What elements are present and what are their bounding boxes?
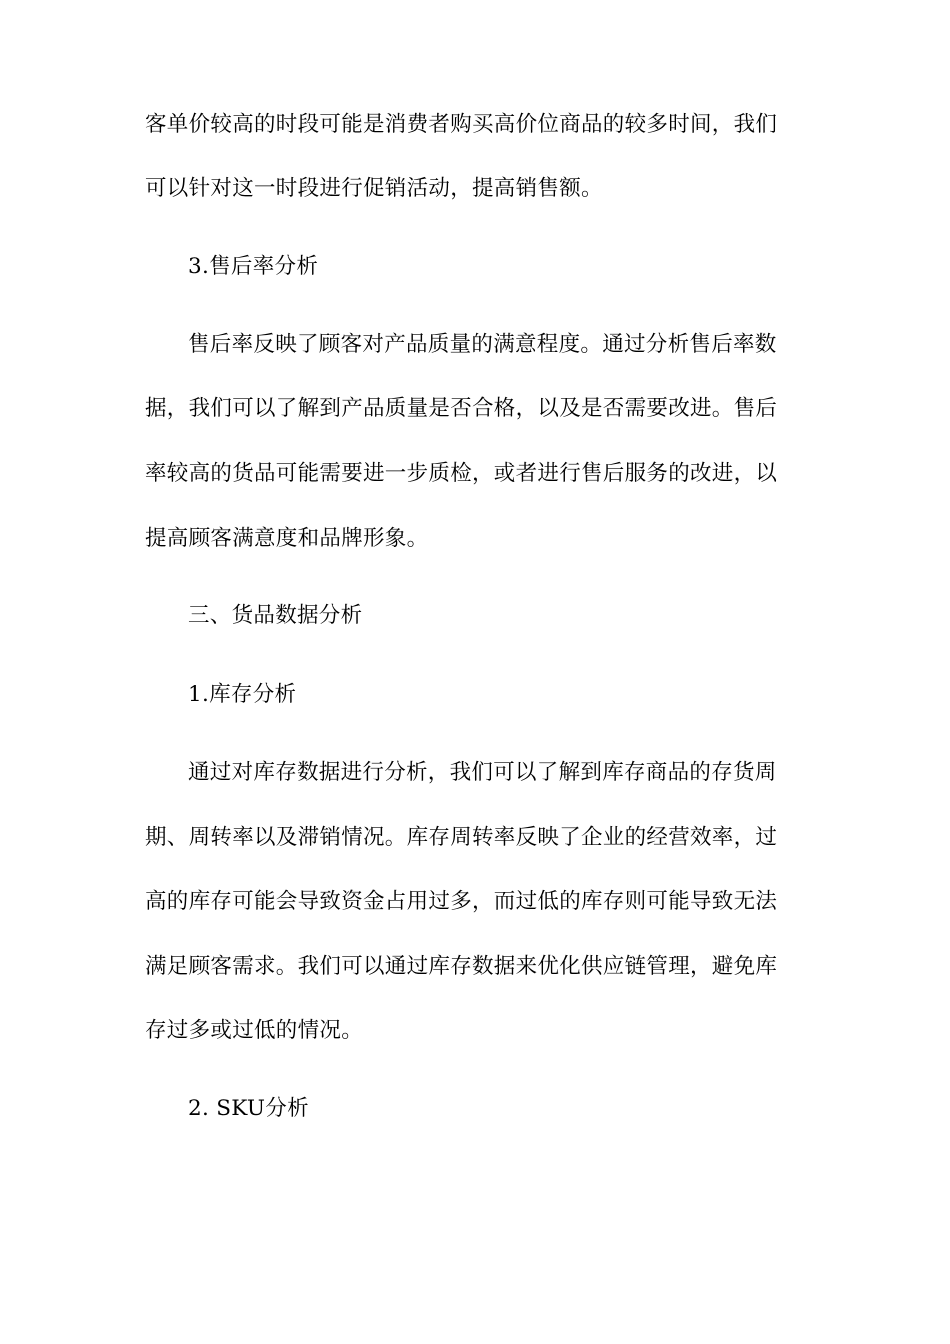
chapter-heading: 三、货品数据分析: [188, 603, 363, 628]
section-heading: 1.库存分析: [188, 682, 297, 707]
paragraph-line: 客单价较高的时段可能是消费者购买高价位商品的较多时间，我们: [145, 112, 778, 137]
paragraph-line: 售后率反映了顾客对产品质量的满意程度。通过分析售后率数: [188, 332, 777, 357]
paragraph-line: 满足顾客需求。我们可以通过库存数据来优化供应链管理，避免库: [145, 954, 778, 979]
paragraph-line: 期、周转率以及滞销情况。库存周转率反映了企业的经营效率，过: [145, 825, 778, 850]
paragraph-line: 存过多或过低的情况。: [145, 1018, 364, 1043]
paragraph-line: 通过对库存数据进行分析，我们可以了解到库存商品的存货周: [188, 760, 777, 785]
paragraph-line: 高的库存可能会导致资金占用过多，而过低的库存则可能导致无法: [145, 889, 778, 914]
paragraph-line: 率较高的货品可能需要进一步质检，或者进行售后服务的改进，以: [145, 461, 778, 486]
section-heading: 2. SKU分析: [188, 1096, 309, 1121]
section-heading: 3.售后率分析: [188, 254, 319, 279]
paragraph-line: 可以针对这一时段进行促销活动，提高销售额。: [145, 176, 603, 201]
paragraph-line: 提高顾客满意度和品牌形象。: [145, 526, 429, 551]
paragraph-line: 据，我们可以了解到产品质量是否合格，以及是否需要改进。售后: [145, 396, 778, 421]
